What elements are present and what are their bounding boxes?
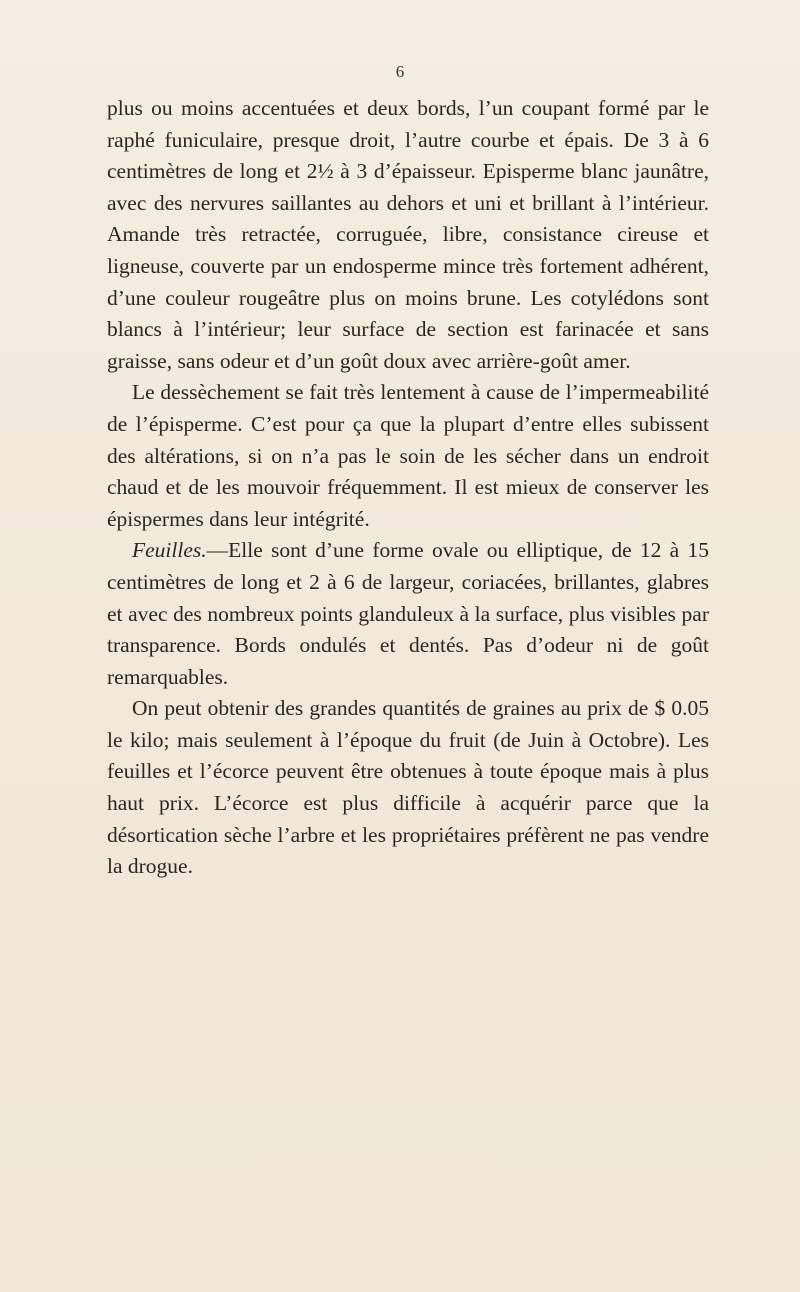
paragraph-drying: Le dessèchement se fait très lentement à cause de l’impermeabilité de l’épisperme. C’est pour ça que la plupart d’entre elles subissent des altérations, si on n’a pas le soin de les sécher dans un endroit chaud et de les mouvoir fréquemment. Il est mieux de conserver les épispermes dans leur intégrité.	[107, 380, 709, 531]
paragraph-availability: On peut obtenir des grandes quantités de graines au prix de $ 0.05 le kilo; mais seulement à l’époque du fruit (de Juin à Octobre). Les feuilles et l’écorce peuvent être obtenues à toute époque mais à plus haut prix. L’écorce est plus difficile à acquérir parce que la désortication sèche l’arbre et les propriétaires préfèrent ne pas vendre la drogue.	[107, 696, 709, 879]
body-text	[107, 93, 709, 883]
paragraph-leaves-text: —Elle sont d’une forme ovale ou elliptique, de 12 à 15 centimètres de long et 2 à 6 de largeur, coriacées, brillantes, glabres et avec des nombreux points glanduleux à la surface, plus visibles par transparence. Bords ondulés et dentés. Pas d’odeur ni de goût remarquables.	[107, 538, 709, 689]
page-number: 6	[395, 62, 405, 81]
paragraph-leaves	[107, 535, 709, 693]
paragraph-seed-description: plus ou moins accentuées et deux bords, l’un coupant formé par le raphé funiculaire, presque droit, l’autre courbe et épais. De 3 à 6 centimètres de long et 2½ à 3 d’épaisseur. Episperme blanc jaunâtre, avec des nervures saillantes au dehors et uni et brillant à l’intérieur. Amande très retractée, corruguée, libre, consistance cireuse et ligneuse, couverte par un endosperme mince très fortement adhérent, d’une couleur rougeâtre plus on moins brune. Les cotylédons sont blancs à l’intérieur; leur surface de section est farinacée et sans graisse, sans odeur et d’un goût doux avec arrière-goût amer.	[107, 96, 709, 373]
run-in-heading-leaves: Feuilles.	[132, 538, 207, 563]
